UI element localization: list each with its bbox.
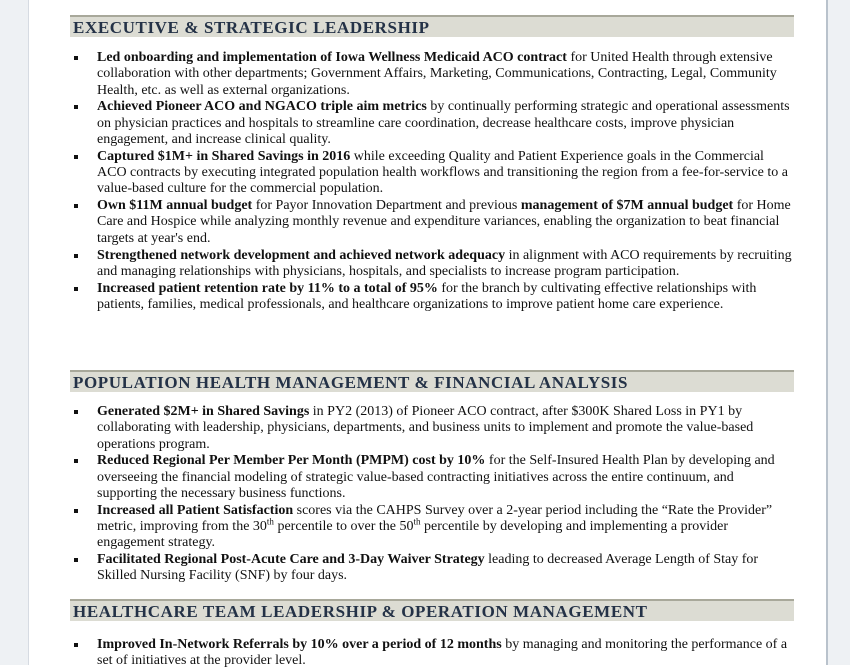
list-item: Facilitated Regional Post-Acute Care and 3-Day Waiver Strategy leading to decreased Average Length of Stay for Skilled Nursing Facility (SNF) by four days.: [70, 552, 794, 585]
bullet-icon: [74, 204, 78, 208]
list-item: Own $11M annual budget for Payor Innovation Department and previous management of $7M annual budget for Home Care and Hospice while analyzing monthly revenue and expenditure variances, enabling the organization to beat financial targets at year's end.: [70, 198, 794, 247]
bullet-icon: [74, 410, 78, 414]
section-heading-team-leadership: HEALTHCARE TEAM LEADERSHIP & OPERATION MANAGEMENT: [70, 599, 794, 621]
bullet-icon: [74, 558, 78, 562]
section-list-population-health: [70, 404, 794, 585]
window-left-margin: [0, 0, 29, 665]
list-item: Reduced Regional Per Member Per Month (PMPM) cost by 10% for the Self-Insured Health Plan by developing and overseeing the financial modeling of strategic value-based contracting initiatives across the entire continuum, and supporting the necessary business functions.: [70, 453, 794, 502]
list-item: Increased patient retention rate by 11% to a total of 95% for the branch by cultivating effective relationships with patients, families, medical professionals, and healthcare organizations to improve patient home care experience.: [70, 281, 794, 314]
bullet-icon: [74, 459, 78, 463]
list-item: Led onboarding and implementation of Iowa Wellness Medicaid ACO contract for United Health through extensive collaboration with other departments; Government Affairs, Marketing, Communications, Contracting, Legal, Community Health, etc. as well as external organizations.: [70, 50, 794, 99]
bullet-icon: [74, 155, 78, 159]
bullet-icon: [74, 509, 78, 513]
list-item: Improved In-Network Referrals by 10% over a period of 12 months by managing and monitoring the performance of a set of initiatives at the provider level.: [70, 637, 794, 670]
list-item: Achieved Pioneer ACO and NGACO triple aim metrics by continually performing strategic and operational assessments on physician practices and hospitals to streamline care coordination, decrease healthcare costs, improve physician engagement, and increase clinical quality.: [70, 99, 794, 148]
bullet-icon: [74, 105, 78, 109]
list-item: Captured $1M+ in Shared Savings in 2016 while exceeding Quality and Patient Experience goals in the Commercial ACO contracts by executing integrated population health workflows and transitioning the region from a fee-for-service to a value-based culture for the commercial population.: [70, 149, 794, 198]
list-item: Generated $2M+ in Shared Savings in PY2 (2013) of Pioneer ACO contract, after $300K Shared Loss in PY1 by collaborating with leadership, physicians, departments, and business units to implement and promote the value-based operations program.: [70, 404, 794, 453]
bullet-icon: [74, 287, 78, 291]
bullet-icon: [74, 643, 78, 647]
resume-page: [40, 0, 820, 669]
section-heading-population-health: POPULATION HEALTH MANAGEMENT & FINANCIAL ANALYSIS: [70, 370, 794, 392]
window-right-scroll-area[interactable]: [826, 0, 850, 665]
list-item: Increased all Patient Satisfaction scores via the CAHPS Survey over a 2-year period including the “Rate the Provider” metric, improving from the 30th percentile to over the 50th percentile by developing and implementing a provider engagement strategy.: [70, 503, 794, 552]
bullet-icon: [74, 254, 78, 258]
list-item: Strengthened network development and achieved network adequacy in alignment with ACO requirements by recruiting and managing relationships with physicians, hospitals, and specialists to increase program participation.: [70, 248, 794, 281]
section-list-executive: [70, 50, 794, 314]
bullet-icon: [74, 56, 78, 60]
section-list-team-leadership: [70, 637, 794, 670]
section-heading-executive: EXECUTIVE & STRATEGIC LEADERSHIP: [70, 15, 794, 37]
